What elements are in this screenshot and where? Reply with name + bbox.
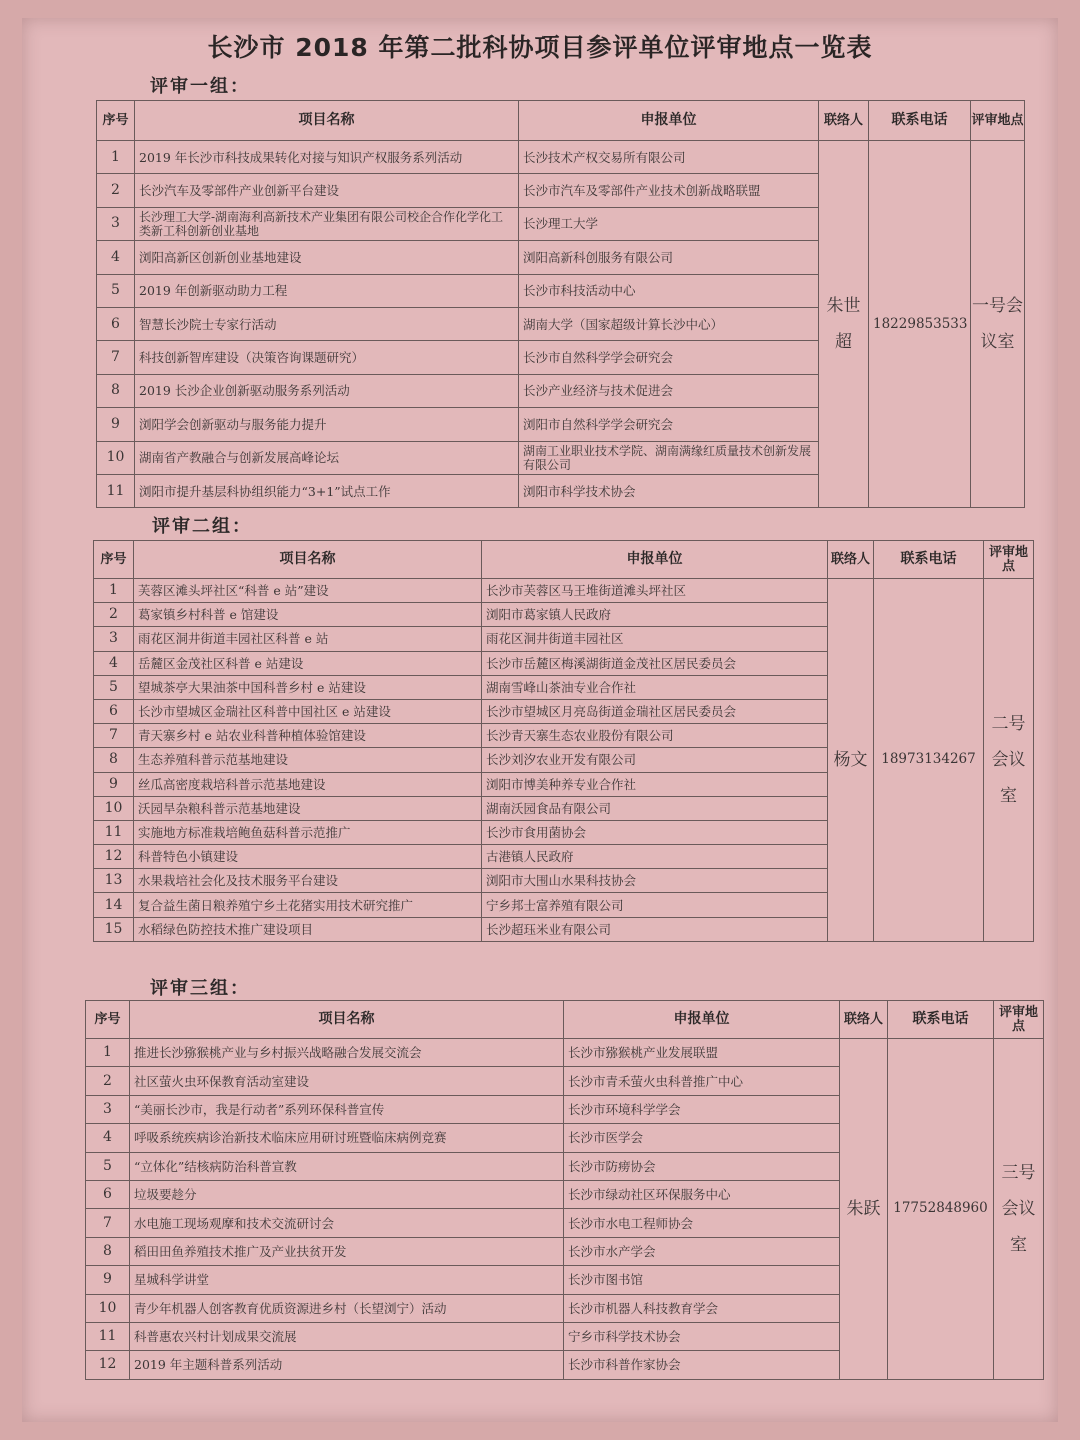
row-project-name: 智慧长沙院士专家行活动: [135, 307, 519, 340]
row-unit: 长沙市水电工程师协会: [564, 1209, 840, 1237]
header-project: 项目名称: [135, 101, 519, 141]
row-project-name: 2019 年长沙市科技成果转化对接与知识产权服务系列活动: [135, 141, 519, 174]
row-seq: 3: [97, 207, 135, 240]
row-seq: 3: [94, 627, 134, 651]
row-project-name: 望城茶亭大果油茶中国科普乡村 e 站建设: [134, 675, 482, 699]
row-seq: 11: [86, 1322, 130, 1350]
row-project-name: 长沙市望城区金瑞社区科普中国社区 e 站建设: [134, 699, 482, 723]
row-seq: 12: [94, 845, 134, 869]
row-unit: 长沙市医学会: [564, 1124, 840, 1152]
row-seq: 9: [94, 772, 134, 796]
row-seq: 9: [86, 1266, 130, 1294]
contact-person: 杨文: [828, 579, 874, 942]
row-unit: 浏阳市葛家镇人民政府: [482, 603, 828, 627]
row-unit: 长沙刘汐农业开发有限公司: [482, 748, 828, 772]
row-unit: 湖南雪峰山茶油专业合作社: [482, 675, 828, 699]
header-row: [97, 101, 1025, 141]
row-project-name: “立体化”结核病防治科普宣教: [130, 1152, 564, 1180]
row-project-name: 浏阳学会创新驱动与服务能力提升: [135, 408, 519, 441]
header-row: [86, 1001, 1044, 1039]
row-seq: 9: [97, 408, 135, 441]
row-unit: 长沙市食用菌协会: [482, 820, 828, 844]
row-project-name: 呼吸系统疾病诊治新技术临床应用研讨班暨临床病例竞赛: [130, 1124, 564, 1152]
page-title: 长沙市 2018 年第二批科协项目参评单位评审地点一览表: [207, 33, 873, 62]
row-unit: 长沙市望城区月亮岛街道金瑞社区居民委员会: [482, 699, 828, 723]
row-unit: 长沙市青禾萤火虫科普推广中心: [564, 1067, 840, 1095]
row-seq: 2: [97, 174, 135, 207]
row-unit: 长沙市科技活动中心: [519, 274, 819, 307]
header-unit: 申报单位: [482, 541, 828, 579]
row-seq: 2: [94, 603, 134, 627]
row-project-name: 科技创新智库建设（决策咨询课题研究）: [135, 341, 519, 374]
row-project-name: 2019 长沙企业创新驱动服务系列活动: [135, 374, 519, 407]
row-project-name: 2019 年创新驱动助力工程: [135, 274, 519, 307]
review-table-group2: [93, 540, 1034, 942]
row-unit: 长沙市绿动社区环保服务中心: [564, 1180, 840, 1208]
row-project-name: 岳麓区金茂社区科普 e 站建设: [134, 651, 482, 675]
row-project-name: 丝瓜高密度栽培科普示范基地建设: [134, 772, 482, 796]
row-unit: 长沙市环境科学学会: [564, 1095, 840, 1123]
row-unit: 湖南大学（国家超级计算长沙中心）: [519, 307, 819, 340]
row-project-name: 浏阳高新区创新创业基地建设: [135, 241, 519, 274]
row-project-name: 沃园旱杂粮科普示范基地建设: [134, 796, 482, 820]
row-project-name: 青少年机器人创客教育优质资源进乡村（长望浏宁）活动: [130, 1294, 564, 1322]
row-unit: 湖南沃园食品有限公司: [482, 796, 828, 820]
header-seq: 序号: [94, 541, 134, 579]
header-row: [94, 541, 1034, 579]
row-project-name: 长沙理工大学-湖南海利高新技术产业集团有限公司校企合作化学化工类新工科创新创业基地: [135, 207, 519, 240]
row-seq: 1: [86, 1039, 130, 1067]
row-project-name: 推进长沙猕猴桃产业与乡村振兴战略融合发展交流会: [130, 1039, 564, 1067]
row-seq: 6: [86, 1180, 130, 1208]
row-unit: 长沙市猕猴桃产业发展联盟: [564, 1039, 840, 1067]
row-unit: 长沙市岳麓区梅溪湖街道金茂社区居民委员会: [482, 651, 828, 675]
row-unit: 长沙市芙蓉区马王堆街道滩头坪社区: [482, 579, 828, 603]
row-seq: 11: [94, 820, 134, 844]
row-seq: 15: [94, 917, 134, 941]
header-contact: 联络人: [819, 101, 869, 141]
row-seq: 5: [97, 274, 135, 307]
row-project-name: 芙蓉区滩头坪社区“科普 e 站”建设: [134, 579, 482, 603]
row-seq: 1: [97, 141, 135, 174]
header-seq: 序号: [86, 1001, 130, 1039]
row-unit: 浏阳高新科创服务有限公司: [519, 241, 819, 274]
header-project: 项目名称: [130, 1001, 564, 1039]
row-unit: 长沙市汽车及零部件产业技术创新战略联盟: [519, 174, 819, 207]
header-location: 评审地点: [994, 1001, 1044, 1039]
contact-phone: 17752848960: [888, 1039, 994, 1380]
header-phone: 联系电话: [874, 541, 984, 579]
row-project-name: “美丽长沙市，我是行动者”系列环保科普宣传: [130, 1095, 564, 1123]
row-seq: 14: [94, 893, 134, 917]
row-unit: 长沙技术产权交易所有限公司: [519, 141, 819, 174]
row-project-name: 复合益生菌日粮养殖宁乡土花猪实用技术研究推广: [134, 893, 482, 917]
row-seq: 7: [97, 341, 135, 374]
row-seq: 8: [97, 374, 135, 407]
row-seq: 12: [86, 1351, 130, 1379]
row-project-name: 科普特色小镇建设: [134, 845, 482, 869]
row-unit: 长沙产业经济与技术促进会: [519, 374, 819, 407]
row-unit: 宁乡市科学技术协会: [564, 1322, 840, 1350]
review-table-group3: [85, 1000, 1044, 1380]
row-seq: 3: [86, 1095, 130, 1123]
header-phone: 联系电话: [869, 101, 971, 141]
header-location: 评审地点: [984, 541, 1034, 579]
row-unit: 长沙市机器人科技教育学会: [564, 1294, 840, 1322]
row-project-name: 湖南省产教融合与创新发展高峰论坛: [135, 441, 519, 474]
contact-phone: 18973134267: [874, 579, 984, 942]
row-unit: 长沙市自然科学学会研究会: [519, 341, 819, 374]
row-project-name: 生态养殖科普示范基地建设: [134, 748, 482, 772]
row-seq: 10: [97, 441, 135, 474]
row-unit: 长沙市科普作家协会: [564, 1351, 840, 1379]
row-unit: 长沙市防痨协会: [564, 1152, 840, 1180]
contact-phone: 18229853533: [869, 141, 971, 508]
review-table-group1: [96, 100, 1025, 508]
header-location: 评审地点: [971, 101, 1025, 141]
group3-label: 评审三组：: [150, 978, 250, 999]
row-seq: 8: [94, 748, 134, 772]
row-project-name: 青天寨乡村 e 站农业科普种植体验馆建设: [134, 724, 482, 748]
row-unit: 长沙理工大学: [519, 207, 819, 240]
row-seq: 7: [94, 724, 134, 748]
row-seq: 6: [94, 699, 134, 723]
row-seq: 7: [86, 1209, 130, 1237]
row-project-name: 长沙汽车及零部件产业创新平台建设: [135, 174, 519, 207]
header-contact: 联络人: [828, 541, 874, 579]
row-project-name: 水稻绿色防控技术推广建设项目: [134, 917, 482, 941]
row-seq: 11: [97, 474, 135, 507]
row-seq: 13: [94, 869, 134, 893]
header-project: 项目名称: [134, 541, 482, 579]
row-project-name: 雨花区洞井街道丰园社区科普 e 站: [134, 627, 482, 651]
review-location: 一号会议室: [971, 141, 1025, 508]
row-unit: 浏阳市科学技术协会: [519, 474, 819, 507]
header-seq: 序号: [97, 101, 135, 141]
row-unit: 浏阳市自然科学学会研究会: [519, 408, 819, 441]
row-unit: 古港镇人民政府: [482, 845, 828, 869]
row-unit: 浏阳市博美种养专业合作社: [482, 772, 828, 796]
row-project-name: 实施地方标准栽培鲍鱼菇科普示范推广: [134, 820, 482, 844]
row-seq: 4: [94, 651, 134, 675]
header-contact: 联络人: [840, 1001, 888, 1039]
row-unit: 长沙市图书馆: [564, 1266, 840, 1294]
review-location: 三号会议室: [994, 1039, 1044, 1380]
row-unit: 浏阳市大围山水果科技协会: [482, 869, 828, 893]
row-seq: 4: [97, 241, 135, 274]
row-seq: 10: [86, 1294, 130, 1322]
row-project-name: 2019 年主题科普系列活动: [130, 1351, 564, 1379]
row-unit: 宁乡邦士富养殖有限公司: [482, 893, 828, 917]
review-location: 二号会议室: [984, 579, 1034, 942]
row-seq: 8: [86, 1237, 130, 1265]
row-project-name: 垃圾要趁分: [130, 1180, 564, 1208]
row-project-name: 葛家镇乡村科普 e 馆建设: [134, 603, 482, 627]
table-row: [97, 141, 1025, 174]
group1-label: 评审一组：: [150, 76, 250, 97]
row-seq: 2: [86, 1067, 130, 1095]
row-project-name: 水电施工现场观摩和技术交流研讨会: [130, 1209, 564, 1237]
row-seq: 5: [94, 675, 134, 699]
row-project-name: 社区萤火虫环保教育活动室建设: [130, 1067, 564, 1095]
row-seq: 6: [97, 307, 135, 340]
row-unit: 长沙超珏米业有限公司: [482, 917, 828, 941]
row-unit: 雨花区洞井街道丰园社区: [482, 627, 828, 651]
header-unit: 申报单位: [519, 101, 819, 141]
table-row: [86, 1039, 1044, 1067]
row-project-name: 稻田田鱼养殖技术推广及产业扶贫开发: [130, 1237, 564, 1265]
header-phone: 联系电话: [888, 1001, 994, 1039]
row-seq: 1: [94, 579, 134, 603]
row-seq: 5: [86, 1152, 130, 1180]
group2-label: 评审二组：: [152, 516, 252, 537]
row-seq: 10: [94, 796, 134, 820]
row-seq: 4: [86, 1124, 130, 1152]
row-project-name: 星城科学讲堂: [130, 1266, 564, 1294]
row-unit: 长沙青天寨生态农业股份有限公司: [482, 724, 828, 748]
row-project-name: 科普惠农兴村计划成果交流展: [130, 1322, 564, 1350]
contact-person: 朱世超: [819, 141, 869, 508]
contact-person: 朱跃: [840, 1039, 888, 1380]
row-unit: 湖南工业职业技术学院、湖南满缘红质量技术创新发展有限公司: [519, 441, 819, 474]
row-project-name: 浏阳市提升基层科协组织能力“3+1”试点工作: [135, 474, 519, 507]
row-unit: 长沙市水产学会: [564, 1237, 840, 1265]
row-project-name: 水果栽培社会化及技术服务平台建设: [134, 869, 482, 893]
header-unit: 申报单位: [564, 1001, 840, 1039]
table-row: [94, 579, 1034, 603]
